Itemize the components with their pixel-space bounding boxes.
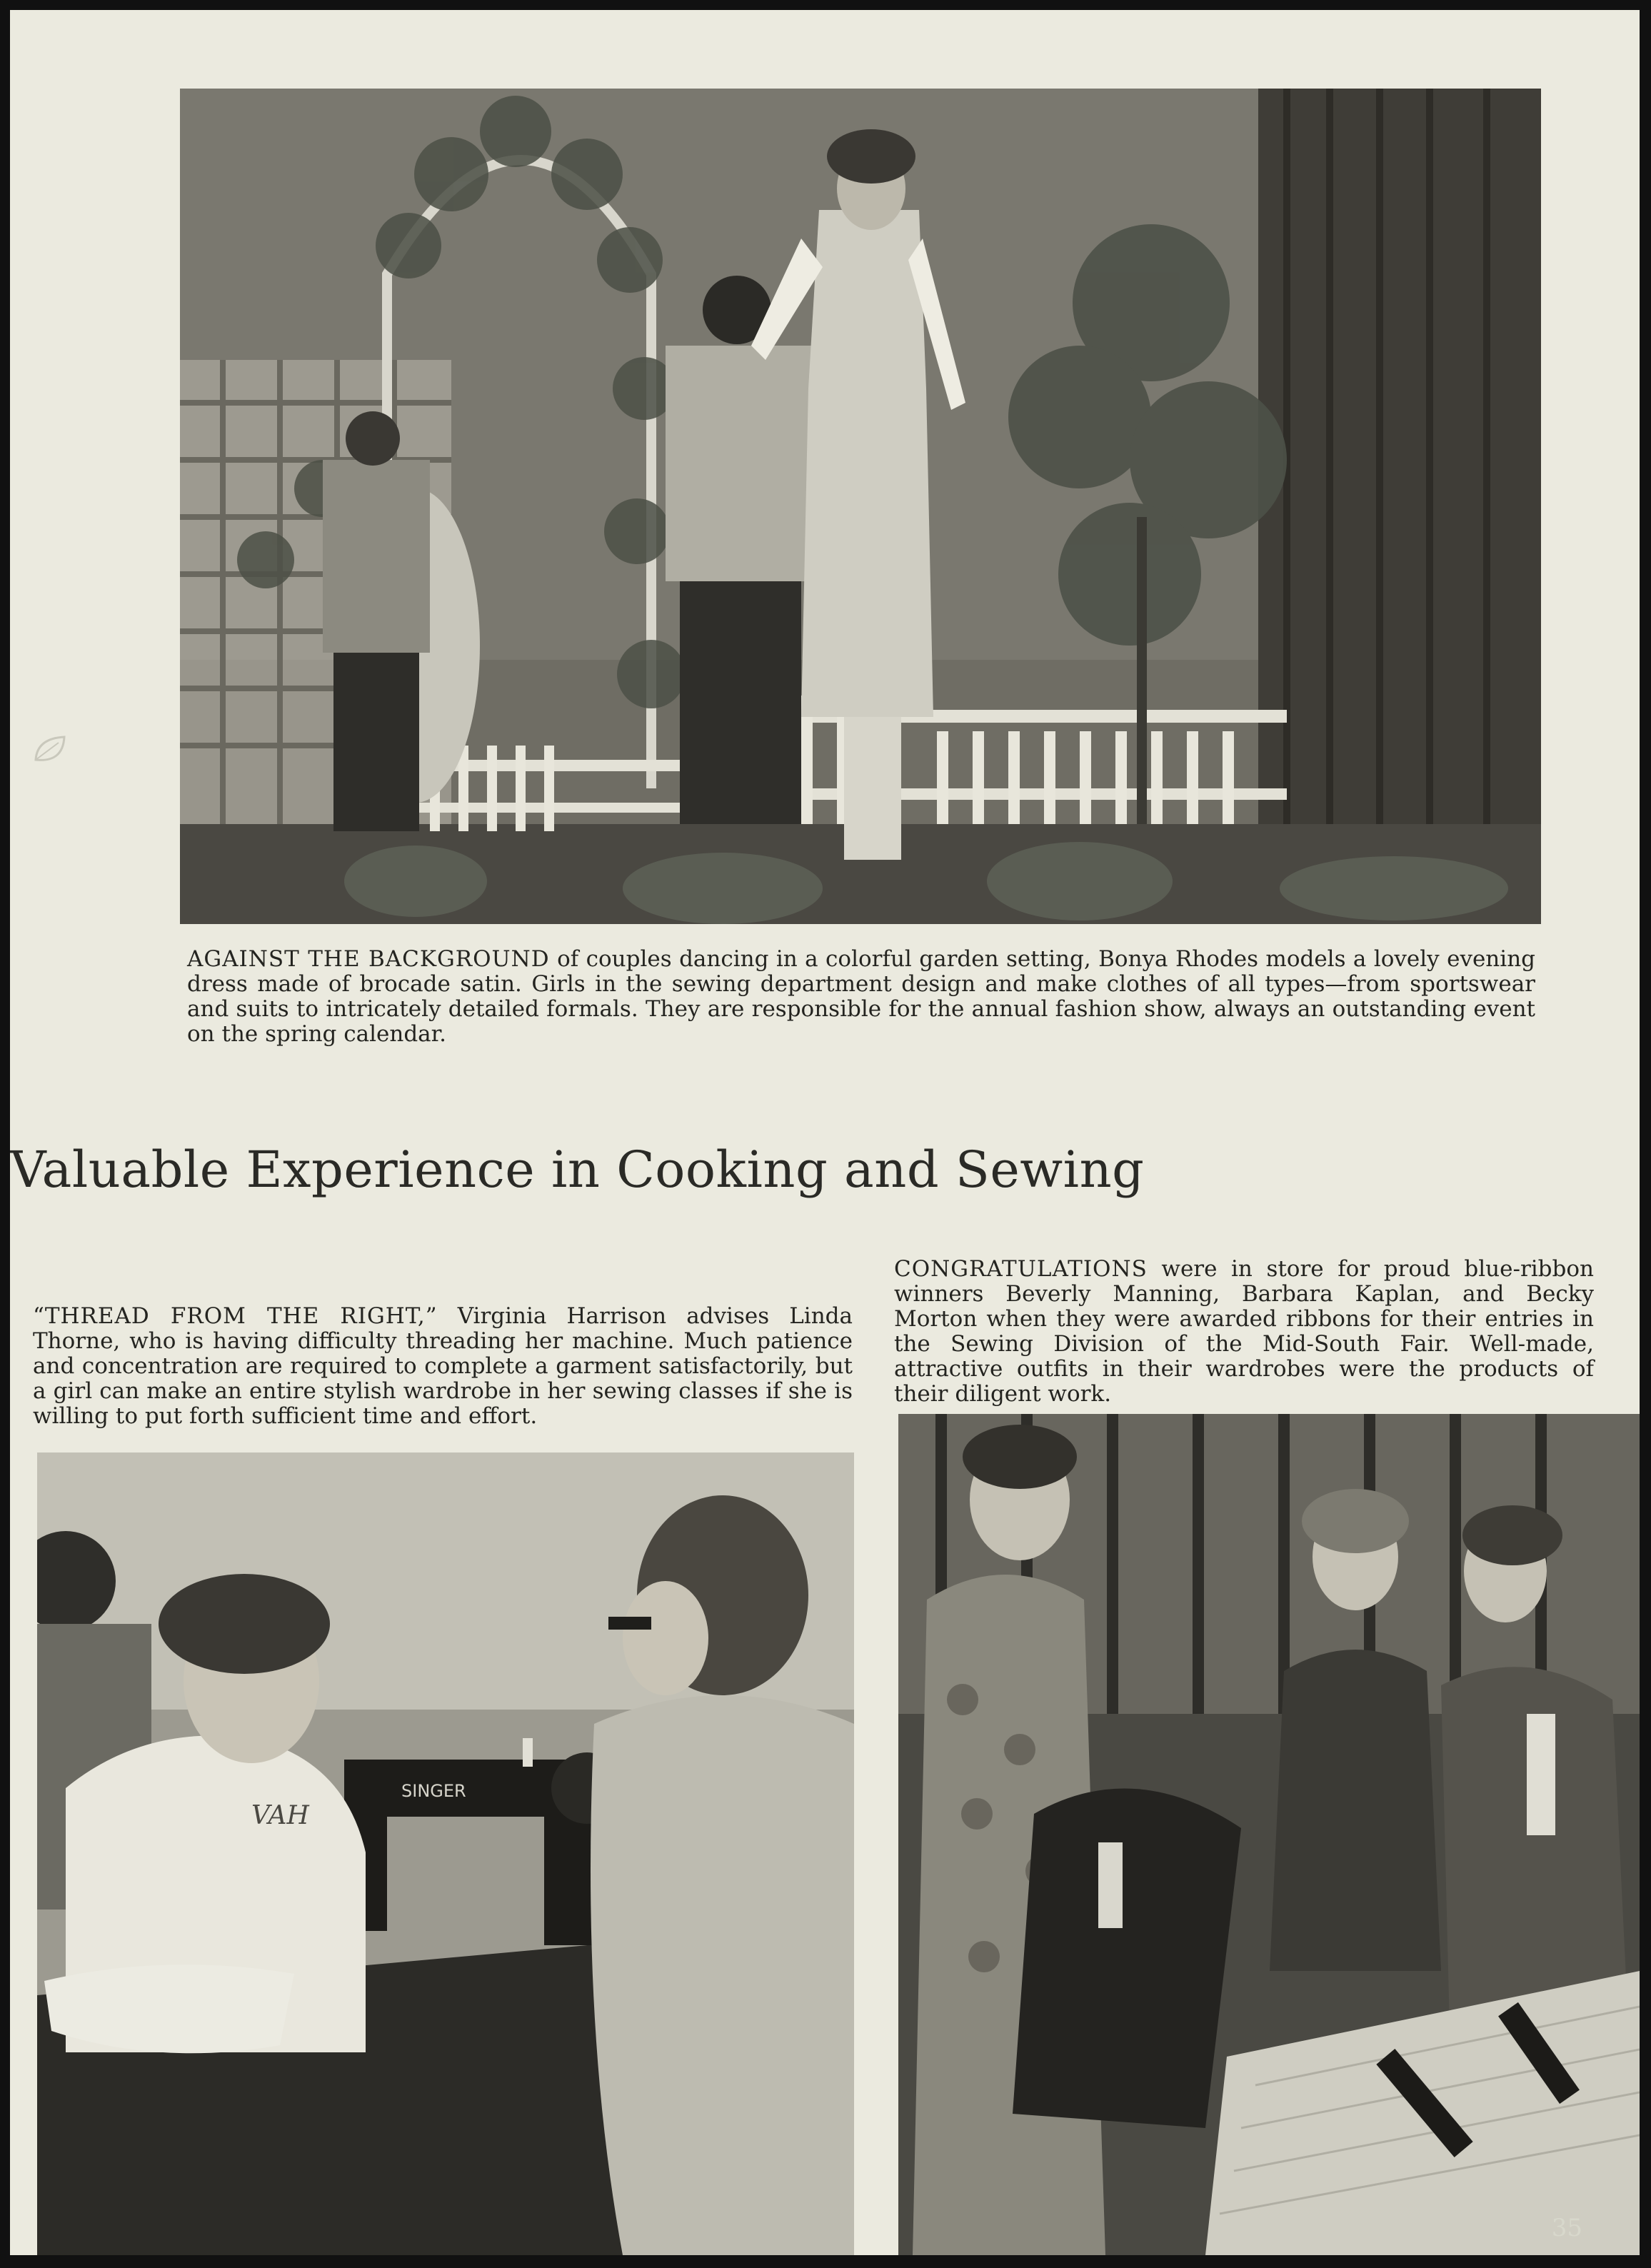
fashion-show-photo	[180, 89, 1541, 924]
page-headline: Valuable Experience in Cooking and Sewing	[10, 1140, 1145, 1199]
left-photo-caption	[33, 1304, 853, 1429]
sewing-class-photo	[37, 1452, 854, 2255]
leaf-stain-icon	[30, 731, 70, 771]
top-caption-lead: AGAINST THE BACKGROUND	[187, 946, 550, 972]
top-caption-text: of couples dancing in a colorful garden setting, Bonya Rhodes models a lovely evening dress made of brocade satin. Girls in the sewing department design and make clothes of all types—from sportswear and suits to intricately detailed formals. They are responsible for the annual fashion show, always an outstanding event on the spring calendar.	[187, 946, 1535, 1047]
right-caption-lead: CONGRATULATIONS	[894, 1256, 1148, 1282]
yearbook-page	[10, 10, 1640, 2255]
left-caption-lead: “THREAD FROM THE RIGHT,”	[33, 1303, 438, 1329]
page-number: 35	[1551, 2214, 1582, 2242]
right-caption-text: were in store for proud blue-ribbon winners Beverly Manning, Barbara Kaplan, and Becky Morton when they were awarded ribbons for their entries in the Sewing Division of the Mid-South Fair. Well-made, attractive outfits in their wardrobes were the products of their diligent work.	[894, 1256, 1594, 1407]
sweater-monogram: VAH	[251, 1801, 309, 1830]
sewing-machine-brand: SINGER	[401, 1781, 466, 1801]
ribbon-winners-photo	[898, 1414, 1640, 2255]
right-photo-caption	[894, 1257, 1594, 1407]
left-caption-text: Virginia Harrison advises Linda Thorne, who is having difficulty threading her machine. Much patience and concentration are required to complete a garment satisfactorily, but a girl can make an entire stylish wardrobe in her sewing classes if she is willing to put forth sufficient time and effort.	[33, 1303, 853, 1429]
top-photo-caption	[187, 947, 1535, 1047]
